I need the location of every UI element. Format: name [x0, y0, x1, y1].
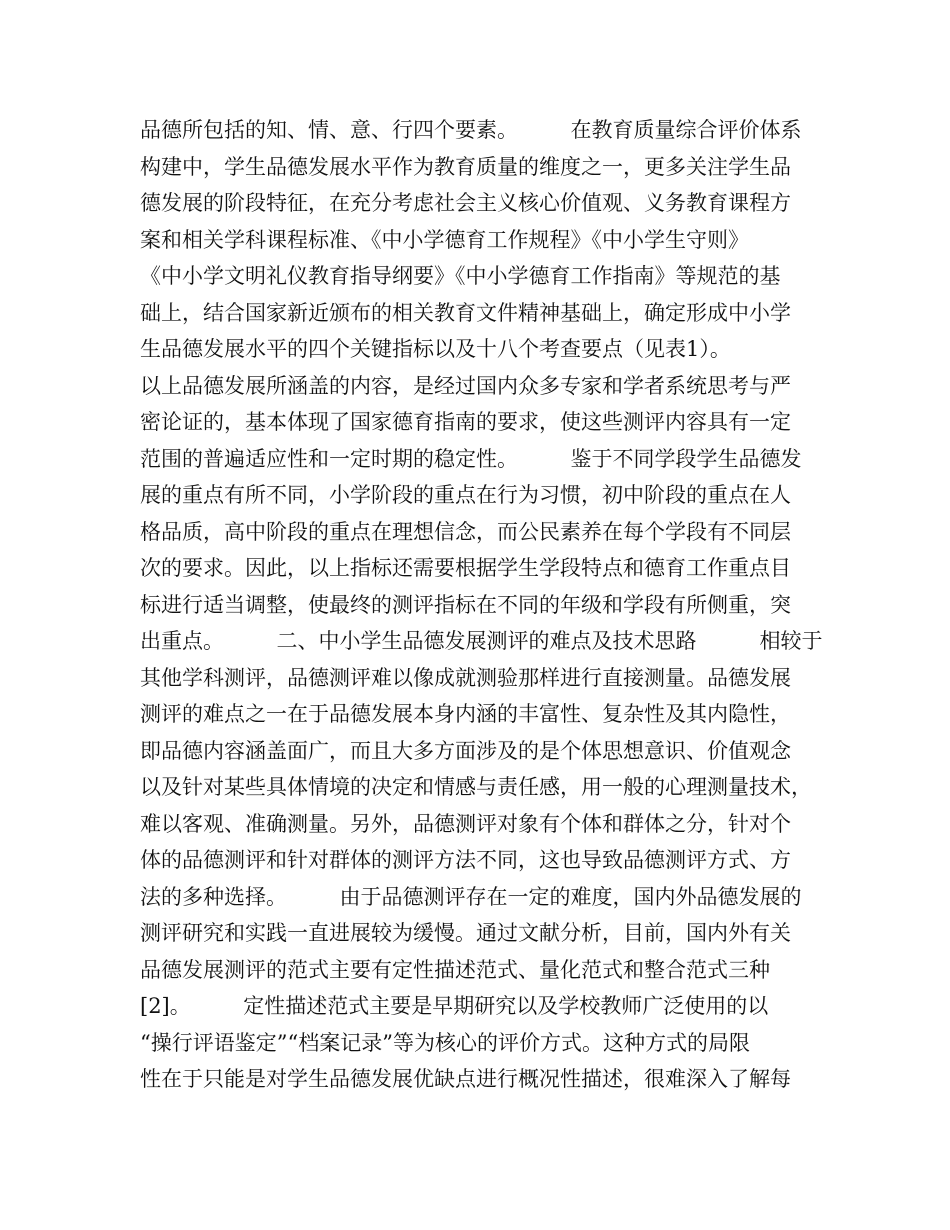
text-line: 生品德发展水平的四个关键指标以及十八个考查要点（见表1）。: [140, 337, 731, 361]
text-line: 展的重点有所不同，小学阶段的重点在行为习惯，初中阶段的重点在人: [140, 483, 791, 507]
text-line: 《中小学文明礼仪教育指导纲要》《中小学德育工作指南》等规范的基: [140, 264, 781, 288]
text-line: 次的要求。因此，以上指标还需要根据学生学段特点和德育工作重点目: [140, 556, 791, 580]
text-line: 测评研究和实践一直进展较为缓慢。通过文献分析，目前，国内外有关: [140, 921, 791, 945]
body-text: [140, 112, 823, 1098]
text-line: 密论证的，基本体现了国家德育指南的要求，使这些测评内容具有一定: [140, 410, 791, 434]
text-line: 难以客观、准确测量。另外，品德测评对象有个体和群体之分，针对个: [140, 811, 791, 836]
text-line: [2]。 定性描述范式主要是早期研究以及学校教师广泛使用的以: [140, 994, 769, 1018]
text-line: 格品质，高中阶段的重点在理想信念，而公民素养在每个学段有不同层: [140, 519, 791, 544]
text-line: 案和相关学科课程标准、《中小学德育工作规程》《中小学生守则》: [140, 227, 749, 252]
text-line: 标进行适当调整，使最终的测评指标在不同的年级和学段有所侧重，突: [140, 592, 791, 617]
text-line: 品德发展测评的范式主要有定性描述范式、量化范式和整合范式三种: [140, 957, 770, 982]
text-line: 础上，结合国家新近颁布的相关教育文件精神基础上，确定形成中小学: [140, 300, 791, 325]
text-line: 其他学科测评，品德测评难以像成就测验那样进行直接测量。品德发展: [140, 665, 791, 690]
text-line: 体的品德测评和针对群体的测评方法不同，这也导致品德测评方式、方: [140, 848, 791, 872]
text-line: 性在于只能是对学生品德发展优缺点进行概况性描述，很难深入了解每: [140, 1067, 791, 1091]
text-line: 以上品德发展所涵盖的内容，是经过国内众多专家和学者系统思考与严: [140, 373, 791, 398]
text-line: 测评的难点之一在于品德发展本身内涵的丰富性、复杂性及其内隐性，: [140, 702, 791, 726]
text-line: 品德所包括的知、情、意、行四个要素。 在教育质量综合评价体系: [140, 118, 802, 142]
text-line: 以及针对某些具体情境的决定和情感与责任感，用一般的心理测量技术，: [140, 775, 812, 799]
text-line: 德发展的阶段特征，在充分考虑社会主义核心价值观、义务教育课程方: [140, 191, 791, 215]
text-line: 法的多种选择。 由于品德测评存在一定的难度，国内外品德发展的: [140, 884, 802, 909]
text-line: 构建中，学生品德发展水平作为教育质量的维度之一，更多关注学生品: [140, 154, 791, 179]
text-line: 范围的普遍适应性和一定时期的稳定性。 鉴于不同学段学生品德发: [140, 446, 802, 471]
text-line: “操行评语鉴定”“档案记录”等为核心的评价方式。这种方式的局限: [140, 1030, 750, 1055]
text-line: 即品德内容涵盖面广，而且大多方面涉及的是个体思想意识、价值观念: [140, 738, 791, 763]
text-line: 出重点。 二、中小学生品德发展测评的难点及技术思路 相较于: [140, 629, 823, 653]
